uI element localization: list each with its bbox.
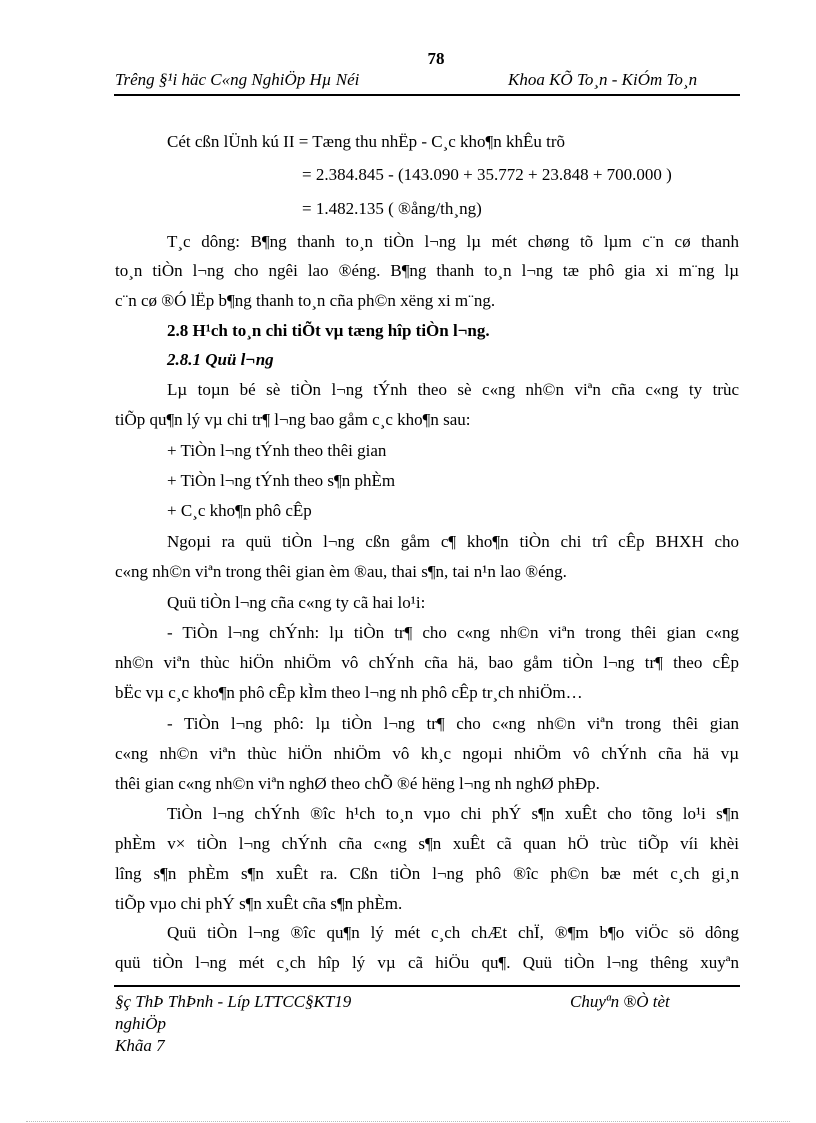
body-line: to¸n tiÒn l¬ng cho ngêi lao ®éng. B¶ng thanh to¸n l¬ng tæ phô gia xi m¨ng lµ — [115, 261, 739, 280]
footer-report-type: Chuyªn ®Ò tèt — [570, 992, 670, 1011]
footer-author: §ç ThÞ ThÞnh - Líp LTTCC§KT19 — [115, 992, 352, 1011]
footer-course: Khãa 7 — [115, 1036, 165, 1055]
section-heading: 2.8 H¹ch to¸n chi tiÕt vµ tæng hîp tiÒn l¬ng. — [167, 321, 490, 340]
page-bottom-border — [26, 1121, 790, 1122]
list-item: + TiÒn l¬ng tÝnh theo s¶n phÈm — [167, 471, 396, 490]
body-line: TiÒn l¬ng chÝnh ®îc h¹ch to¸n vµo chi phÝ s¶n xuÊt cho tõng lo¹i s¶n — [167, 804, 739, 823]
body-line: nh©n viªn thùc hiÖn nhiÖm vô chÝnh cña hä, bao gåm tiÒn l¬ng tr¶ theo cÊp — [115, 653, 739, 672]
footer-rule — [114, 985, 740, 987]
body-line: T¸c dông: B¶ng thanh to¸n tiÒn l¬ng lµ mét chøng tõ lµm c¨n cø thanh — [167, 232, 739, 251]
body-line: c«ng nh©n viªn trong thêi gian èm ®au, thai s¶n, tai n¹n lao ®éng. — [115, 562, 567, 581]
body-line: Lµ toµn bé sè tiÒn l¬ng tÝnh theo sè c«ng nh©n viªn cña c«ng ty trùc — [167, 380, 739, 399]
body-line: phÈm v× tiÒn l¬ng chÝnh cña c«ng s¶n xuÊt cã quan hÖ trùc tiÕp víi khèi — [115, 834, 739, 853]
body-line: Quü tiÒn l¬ng ®îc qu¶n lý mét c¸ch chÆt chÏ, ®¶m b¶o viÖc sö dông — [167, 923, 739, 942]
body-line: Ngoµi ra quü tiÒn l¬ng cßn gåm c¶ kho¶n tiÒn chi trî cÊp BHXH cho — [167, 532, 739, 551]
body-line: = 2.384.845 - (143.090 + 35.772 + 23.848 + 700.000 ) — [302, 165, 672, 184]
list-item: + TiÒn l¬ng tÝnh theo thêi gian — [167, 441, 387, 460]
list-item: + C¸c kho¶n phô cÊp — [167, 501, 312, 520]
body-line: tiÕp qu¶n lý vµ chi tr¶ l¬ng bao gåm c¸c kho¶n sau: — [115, 410, 471, 429]
body-line: - TiÒn l¬ng phô: lµ tiÒn l¬ng tr¶ cho c«ng nh©n viªn trong thêi gian — [167, 714, 739, 733]
body-line: tiÕp vµo chi phÝ s¶n xuÊt cña s¶n phÈm. — [115, 894, 403, 913]
header-rule — [114, 94, 740, 96]
header-school-name: Trêng §¹i häc C«ng NghiÖp Hµ Néi — [115, 70, 360, 89]
body-line: lîng s¶n phÈm s¶n xuÊt ra. Cßn tiÒn l¬ng phô ®îc ph©n bæ mét c¸ch gi¸n — [115, 864, 739, 883]
body-line: - TiÒn l¬ng chÝnh: lµ tiÒn tr¶ cho c«ng nh©n viªn trong thêi gian c«ng — [167, 623, 739, 642]
header-faculty-name: Khoa KÕ To¸n - KiÓm To¸n — [508, 70, 698, 89]
body-line: Cét cßn lÜnh kú II = Tæng thu nhËp - C¸c kho¶n khÊu trõ — [167, 132, 566, 151]
body-line: Quü tiÒn l¬ng cña c«ng ty cã hai lo¹i: — [167, 593, 426, 612]
footer-report-type-cont: nghiÖp — [115, 1014, 166, 1033]
body-line: c¨n cø ®Ó lËp b¶ng thanh to¸n cña ph©n xëng xi m¨ng. — [115, 291, 496, 310]
body-line: quü tiÒn l¬ng mét c¸ch hîp lý vµ cã hiÖu qu¶. Quü tiÒn l¬ng thêng xuyªn — [115, 953, 739, 972]
body-line: bËc vµ c¸c kho¶n phô cÊp kÌm theo l¬ng nh phô cÊp tr¸ch nhiÖm… — [115, 683, 583, 702]
subsection-heading: 2.8.1 Quü l¬ng — [167, 350, 274, 369]
body-line: = 1.482.135 ( ®ång/th¸ng) — [302, 199, 482, 218]
body-line: c«ng nh©n viªn thùc hiÖn nhiÖm vô kh¸c ngoµi nhiÖm vô chÝnh cña hä vµ — [115, 744, 739, 763]
body-line: thêi gian c«ng nh©n viªn nghØ theo chÕ ®é hëng l¬ng nh nghØ phÐp. — [115, 774, 600, 793]
page-number: 78 — [427, 49, 445, 68]
